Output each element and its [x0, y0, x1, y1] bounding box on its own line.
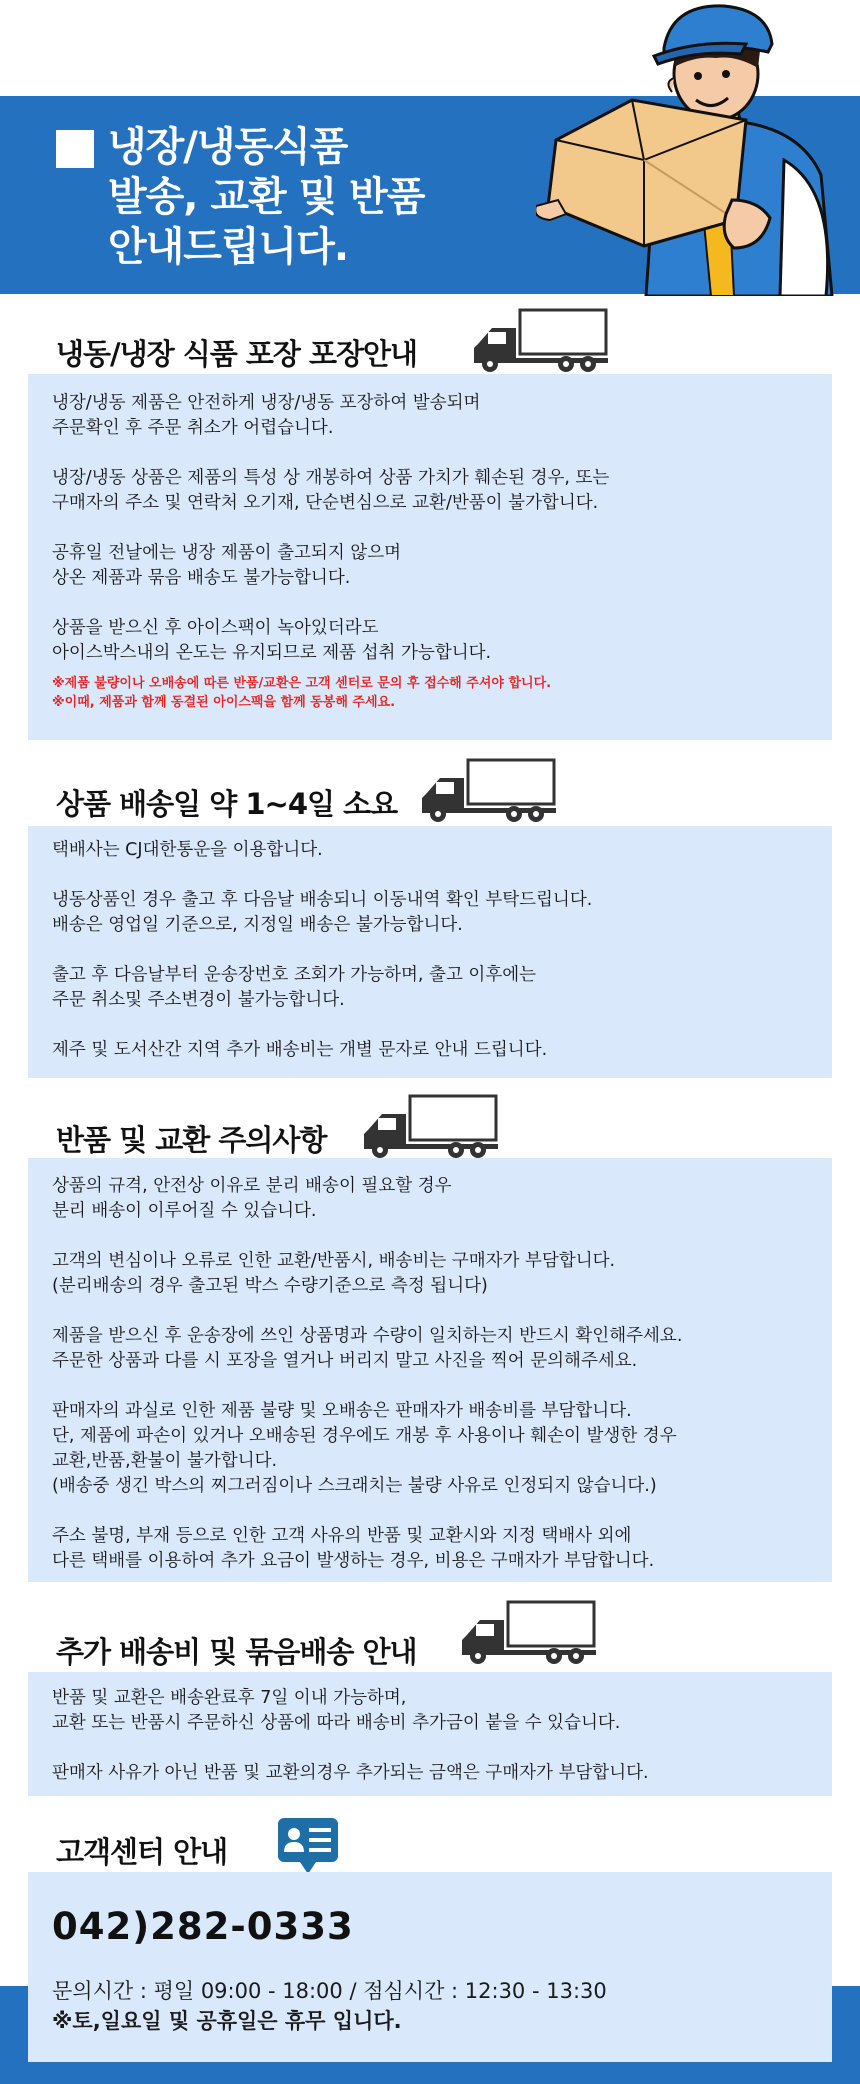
- section-title-delivery: 상품 배송일 약 1~4일 소요: [56, 787, 398, 821]
- text-line: 배송은 영업일 기준으로, 지정일 배송은 불가능합니다.: [52, 915, 463, 935]
- notice-line: ※제품 불량이나 오배송에 따른 반품/교환은 고객 센터로 문의 후 접수해 주셔야 합니다.: [52, 676, 552, 691]
- paragraph: [52, 466, 808, 516]
- paragraph: [52, 1524, 808, 1574]
- hero-title: [108, 122, 508, 272]
- section-title-customer-center: 고객센터 안내: [56, 1835, 228, 1869]
- text-line: 교환 또는 반품시 주문하신 상품에 따라 배송비 추가금이 붙을 수 있습니다.: [52, 1713, 621, 1733]
- text-line: 주소 불명, 부재 등으로 인한 고객 사유의 반품 및 교환시와 지정 택배사 외에: [52, 1526, 632, 1546]
- paragraph: [52, 616, 808, 666]
- text-line: (분리배송의 경우 출고된 박스 수량기준으로 측정 됩니다): [52, 1276, 488, 1296]
- text-line: 주문 취소및 주소변경이 불가능합니다.: [52, 990, 345, 1010]
- paragraph: [52, 963, 808, 1013]
- text-line: 택배사는 CJ대한통운을 이용합니다.: [52, 840, 323, 860]
- text-line: 냉장/냉동 제품은 안전하게 냉장/냉동 포장하여 발송되며: [52, 393, 481, 413]
- hero-title-line: 냉장/냉동식품: [108, 124, 348, 170]
- hero-square-bullet: [56, 130, 94, 168]
- text-line: 고객의 변심이나 오류로 인한 교환/반품시, 배송비는 구매자가 부담합니다.: [52, 1251, 616, 1271]
- notice-line: ※이때, 제품과 함께 동결된 아이스팩을 함께 동봉해 주세요.: [52, 695, 396, 710]
- text-line: 주문확인 후 주문 취소가 어렵습니다.: [52, 418, 334, 438]
- text-line: 상품을 받으신 후 아이스팩이 녹아있더라도: [52, 618, 379, 638]
- section-box-delivery: [28, 826, 832, 1078]
- text-line: 상온 제품과 묶음 배송도 불가능합니다.: [52, 568, 351, 588]
- text-line: 교환,반품,환불이 불가합니다.: [52, 1451, 278, 1471]
- section-box-returns: [28, 1158, 832, 1582]
- notice-text: [52, 674, 808, 712]
- text-line: 반품 및 교환은 배송완료후 7일 이내 가능하며,: [52, 1688, 407, 1708]
- section-title-extra-shipping: 추가 배송비 및 묶음배송 안내: [56, 1635, 417, 1669]
- text-line: 제품을 받으신 후 운송장에 쓰인 상품명과 수량이 일치하는지 반드시 확인해주세요.: [52, 1326, 683, 1346]
- text-line: 분리 배송이 이루어질 수 있습니다.: [52, 1201, 317, 1221]
- section-title-packaging: 냉동/냉장 식품 포장 포장안내: [56, 337, 418, 371]
- text-line: 아이스박스내의 온도는 유지되므로 제품 섭취 가능합니다.: [52, 643, 492, 663]
- text-line: 상품의 규격, 안전상 이유로 분리 배송이 필요할 경우: [52, 1176, 452, 1196]
- text-line: 단, 제품에 파손이 있거나 오배송된 경우에도 개봉 후 사용이나 훼손이 발생한 경우: [52, 1426, 677, 1446]
- paragraph: [52, 1174, 808, 1224]
- text-line: 구매자의 주소 및 연락처 오기재, 단순변심으로 교환/반품이 불가합니다.: [52, 493, 599, 513]
- paragraph: [52, 1761, 808, 1786]
- text-line: 판매자의 과실로 인한 제품 불량 및 오배송은 판매자가 배송비를 부담합니다.: [52, 1401, 632, 1421]
- text-line: (배송중 생긴 박스의 찌그러짐이나 스크래치는 불량 사유로 인정되지 않습니다.): [52, 1476, 657, 1496]
- paragraph: [52, 888, 808, 938]
- text-line: 공휴일 전날에는 냉장 제품이 출고되지 않으며: [52, 543, 402, 563]
- paragraph: [52, 838, 808, 863]
- text-line: 판매자 사유가 아닌 반품 및 교환의경우 추가되는 금액은 구매자가 부담합니다.: [52, 1763, 649, 1783]
- delivery-truck-icon: [418, 758, 558, 824]
- section-title-returns: 반품 및 교환 주의사항: [56, 1123, 327, 1157]
- text-line: 냉장/냉동 상품은 제품의 특성 상 개봉하여 상품 가치가 훼손된 경우, 또는: [52, 468, 610, 488]
- paragraph: [52, 1399, 808, 1499]
- text-line: 냉동상품인 경우 출고 후 다음날 배송되니 이동내역 확인 부탁드립니다.: [52, 890, 593, 910]
- section-box-extra-shipping: [28, 1672, 832, 1796]
- contact-box: [28, 1872, 832, 2062]
- text-line: 다른 택배를 이용하여 추가 요금이 발생하는 경우, 비용은 구매자가 부담합니다.: [52, 1551, 655, 1571]
- paragraph: [52, 1686, 808, 1736]
- holiday-note: ※토,일요일 및 공휴일은 휴무 입니다.: [52, 2009, 402, 2033]
- paragraph: [52, 1324, 808, 1374]
- customer-center-icon: [276, 1816, 340, 1878]
- phone-number[interactable]: 042)282-0333: [52, 1905, 354, 1948]
- business-hours: 문의시간 : 평일 09:00 - 18:00 / 점심시간 : 12:30 - 13:30: [52, 1979, 607, 2003]
- delivery-truck-icon: [470, 308, 610, 374]
- paragraph: [52, 391, 808, 441]
- paragraph: [52, 1038, 808, 1063]
- hero-title-line: 안내드립니다.: [108, 224, 349, 270]
- paragraph: [52, 541, 808, 591]
- text-line: 출고 후 다음날부터 운송장번호 조회가 가능하며, 출고 이후에는: [52, 965, 537, 985]
- delivery-truck-icon: [360, 1094, 500, 1160]
- courier-illustration-icon: [536, 0, 836, 296]
- text-line: 주문한 상품과 다를 시 포장을 열거나 버리지 말고 사진을 찍어 문의해주세요.: [52, 1351, 638, 1371]
- hero-title-line: 발송, 교환 및 반품: [108, 174, 425, 220]
- paragraph: [52, 1249, 808, 1299]
- delivery-truck-icon: [458, 1600, 598, 1666]
- text-line: 제주 및 도서산간 지역 추가 배송비는 개별 문자로 안내 드립니다.: [52, 1040, 548, 1060]
- section-box-packaging: [28, 374, 832, 740]
